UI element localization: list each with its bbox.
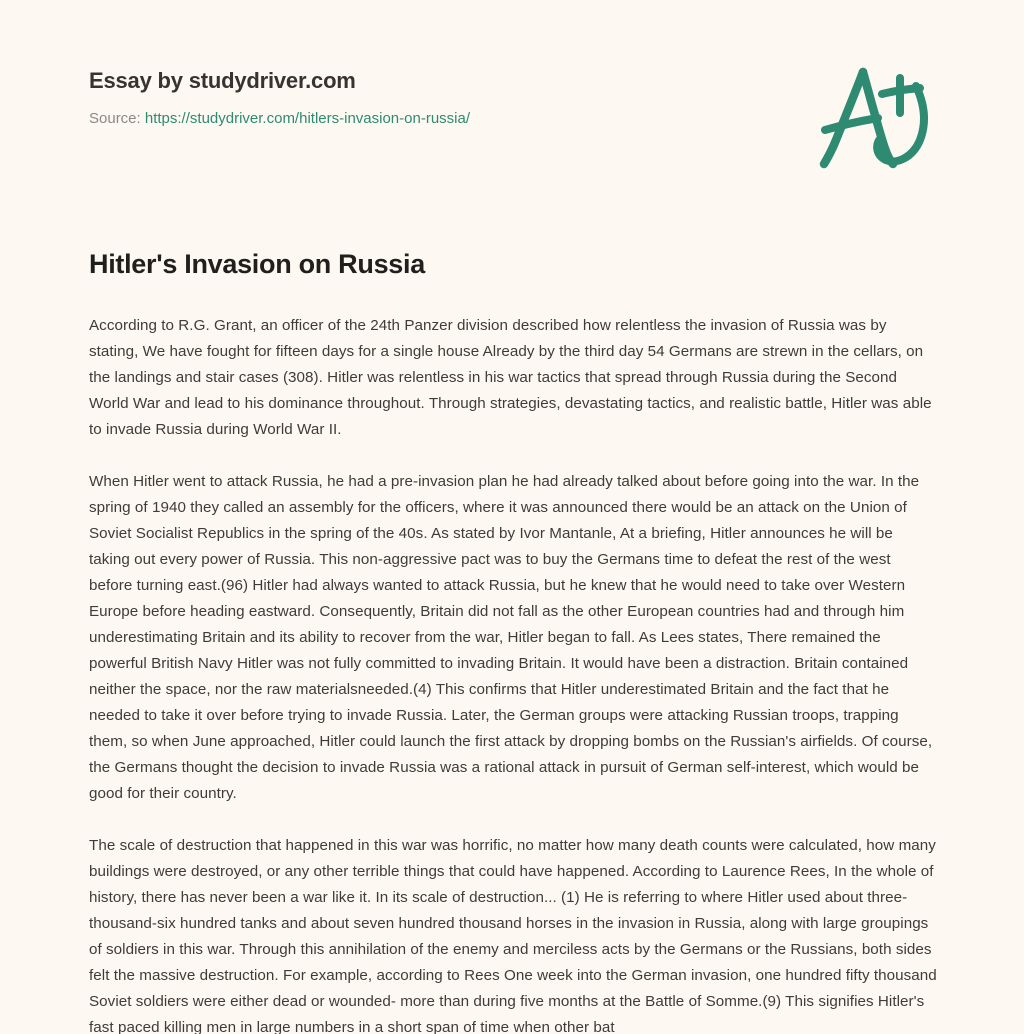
page-header [89, 66, 789, 130]
source-line [89, 108, 789, 130]
source-label: Source: [89, 110, 141, 127]
a-plus-logo-icon [812, 58, 938, 176]
essay-paragraph: The scale of destruction that happened in this war was horrific, no matter how many death counts were calculated, how many buildings were destroyed, or any other terrible things that could have happened. According to Laurence Rees, In the whole of history, there has never been a war like it. In its scale of destruction... (1) He is referring to where Hitler used about three-thousand-six hundred tanks and about seven hundred thousand horses in the invasion in Russia, along with large groupings of soldiers in this war. Through this annihilation of the enemy and merciless acts by the Germans or the Russians, both sides felt the massive destruction. For example, according to Rees One week into the German invasion, one hundred fifty thousand Soviet soldiers were either dead or wounded- more than during five months at the Battle of Somme.(9) This signifies Hitler's fast paced killing men in large numbers in a short span of time when other bat [89, 837, 937, 1034]
page-title: Hitler's Invasion on Russia [89, 249, 425, 279]
essay-paragraph: When Hitler went to attack Russia, he had a pre-invasion plan he had already talked about before going into the war. In the spring of 1940 they called an assembly for the officers, where it was announced there would be an attack on the Union of Soviet Socialist Republics in the spring of the 40s. As stated by Ivor Mantanle, At a briefing, Hitler announces he will be taking out every power of Russia. This non-aggressive pact was to buy the Germans time to defeat the rest of the west before turning east.(96) Hitler had always wanted to attack Russia, but he knew that he would need to take over Western Europe before heading eastward. Consequently, Britain did not fall as the other European countries had and through him underestimating Britain and its ability to recover from the war, Hitler began to fall. As Lees states, There remained the powerful British Navy Hitler was not fully committed to invading Britain. It would have been a distraction. Britain contained neither the space, nor the raw materialsneeded.(4) This confirms that Hitler underestimated Britain and the fact that he needed to take it over before trying to invade Russia. Later, the German groups were attacking Russian troops, trapping them, so when June approached, Hitler could launch the first attack by dropping bombs on the Russian's airfields. Of course, the Germans thought the decision to invade Russia was a rational attack in pursuit of German self-interest, which would be good for their country. [89, 473, 933, 802]
a-plus-logo [812, 58, 938, 176]
essay-body [89, 313, 937, 1034]
source-url-link[interactable]: https://studydriver.com/hitlers-invasion-on-russia/ [144, 110, 470, 127]
essay-paragraph: According to R.G. Grant, an officer of the 24th Panzer division described how relentless the invasion of Russia was by stating, We have fought for fifteen days for a single house Already by the third day 54 Germans are strewn in the cellars, on the landings and stair cases (308). Hitler was relentless in his war tactics that spread through Russia during the Second World War and lead to his dominance throughout. Through strategies, devastating tactics, and realistic battle, Hitler was able to invade Russia during World War II. [89, 317, 932, 438]
essay-attribution: Essay by studydriver.com [89, 68, 356, 93]
